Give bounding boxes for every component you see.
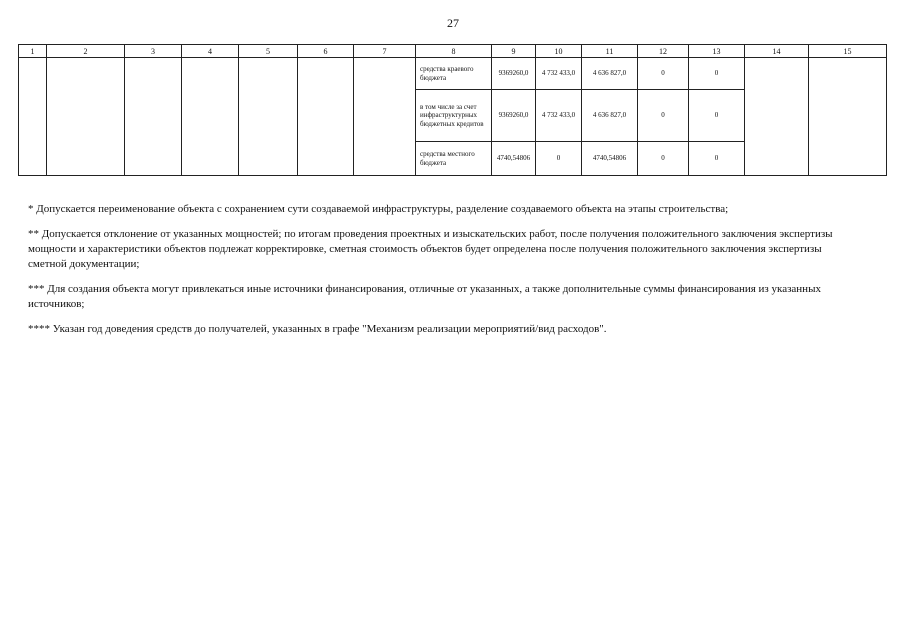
table-cell: 4740,54806	[492, 142, 536, 176]
footnote: **** Указан год доведения средств до получателей, указанных в графе "Механизм реализации мероприятий/вид расходов".	[28, 323, 607, 335]
financing-table	[18, 44, 887, 176]
column-header: 13	[689, 45, 745, 58]
table-cell: 0	[689, 142, 745, 176]
table-cell	[354, 58, 416, 176]
column-header: 15	[809, 45, 887, 58]
table-cell	[182, 58, 239, 176]
funding-source-cell: в том числе за счет инфраструктурных бюджетных кредитов	[416, 90, 492, 142]
footnote: * Допускается переименование объекта с сохранением сути создаваемой инфраструктуры, разделение создаваемого объекта на этапы строительства;	[28, 203, 729, 215]
funding-source-cell: средства местного бюджета	[416, 142, 492, 176]
table-row	[19, 58, 887, 90]
table-cell	[745, 58, 809, 176]
table-header-row	[19, 45, 887, 58]
table-cell	[239, 58, 298, 176]
table-cell	[47, 58, 125, 176]
column-header: 7	[354, 45, 416, 58]
table-cell	[298, 58, 354, 176]
column-header: 2	[47, 45, 125, 58]
table-cell: 0	[536, 142, 582, 176]
column-header: 10	[536, 45, 582, 58]
column-header: 5	[239, 45, 298, 58]
table-cell: 0	[638, 90, 689, 142]
page-number: 27	[447, 16, 459, 30]
column-header: 8	[416, 45, 492, 58]
table-cell: 4 732 433,0	[536, 58, 582, 90]
footnote: ** Допускается отклонение от указанных мощностей; по итогам проведения проектных и изыскательских работ, после получения положительного заключения экспертизы мощности и характеристики объектов подлежат корректировке, сметная стоимость объектов будет определена после получения положительного заключения экспертизы сметной документации;	[28, 228, 833, 270]
table-cell: 4740,54806	[582, 142, 638, 176]
table-cell	[809, 58, 887, 176]
column-header: 12	[638, 45, 689, 58]
table-cell	[19, 58, 47, 176]
footnotes	[28, 202, 848, 347]
table-cell: 0	[638, 58, 689, 90]
table-cell: 9369260,0	[492, 58, 536, 90]
table-cell: 4 636 827,0	[582, 58, 638, 90]
column-header: 11	[582, 45, 638, 58]
column-header: 1	[19, 45, 47, 58]
funding-source-cell: средства краевого бюджета	[416, 58, 492, 90]
table-cell: 9369260,0	[492, 90, 536, 142]
footnote: *** Для создания объекта могут привлекаться иные источники финансирования, отличные от указанных, а также дополнительные суммы финансирования из указанных источников;	[28, 283, 821, 310]
table-cell: 0	[638, 142, 689, 176]
column-header: 6	[298, 45, 354, 58]
table-cell: 0	[689, 90, 745, 142]
table-cell: 0	[689, 58, 745, 90]
table-cell: 4 732 433,0	[536, 90, 582, 142]
column-header: 14	[745, 45, 809, 58]
column-header: 9	[492, 45, 536, 58]
table-cell: 4 636 827,0	[582, 90, 638, 142]
table-cell	[125, 58, 182, 176]
column-header: 4	[182, 45, 239, 58]
column-header: 3	[125, 45, 182, 58]
